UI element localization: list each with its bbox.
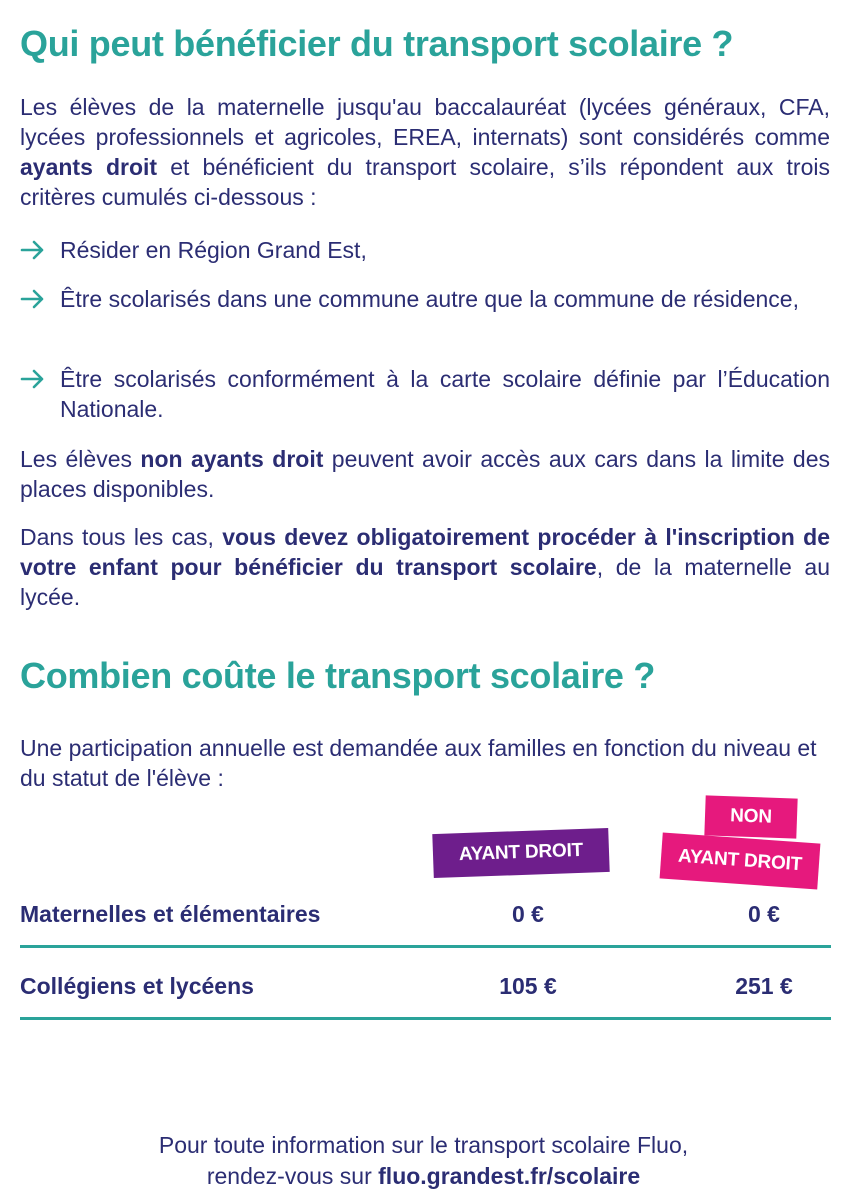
inscription-paragraph: [20, 522, 830, 612]
footer-info: [0, 1130, 847, 1192]
footer-line-1: Pour toute information sur le transport scolaire Fluo,: [158, 1132, 689, 1158]
arrow-right-icon: [20, 284, 46, 314]
arrow-right-icon: [20, 235, 46, 265]
inscription-text-end: , de la maternelle au lycée.: [20, 554, 830, 610]
non-ayants-bold: non ayants droit: [140, 446, 324, 472]
criterion-item: [20, 364, 830, 424]
footer-line-2: [0, 1161, 847, 1192]
criterion-text: Être scolarisés dans une commune autre que la commune de résidence,: [60, 286, 799, 312]
footer-text: rendez-vous sur: [206, 1163, 379, 1189]
intro-text-end: et bénéficient du transport scolaire, s’ils répondent aux trois critères cumulés ci-dessous :: [20, 154, 830, 210]
criterion-text: Être scolarisés conformément à la carte scolaire définie par l’Éducation Nationale.: [60, 366, 830, 422]
badge-non-ayant-droit-top: NON: [704, 795, 797, 838]
footer-link[interactable]: fluo.grandest.fr/scolaire: [378, 1163, 641, 1189]
price-ayant-droit: 0 €: [512, 901, 544, 927]
non-ayants-droit-paragraph: [20, 444, 830, 504]
section-title-eligibility: Qui peut bénéficier du transport scolaire ?: [20, 23, 734, 64]
non-ayants-text-start: Les élèves: [20, 446, 141, 472]
price-ayant-droit: 105 €: [499, 973, 557, 999]
criterion-text: Résider en Région Grand Est,: [60, 237, 367, 263]
price-non-ayant-droit: 0 €: [748, 901, 780, 927]
criterion-item: [20, 284, 830, 314]
arrow-right-icon: [20, 364, 46, 394]
price-row-label: Maternelles et élémentaires: [20, 901, 321, 927]
price-row-label: Collégiens et lycéens: [20, 973, 254, 999]
non-ayants-text-end: peuvent avoir accès aux cars dans la limite des places disponibles.: [20, 446, 830, 502]
criterion-item: [20, 235, 830, 265]
table-divider: [20, 945, 831, 948]
price-row: [20, 896, 831, 932]
price-row: [20, 968, 831, 1004]
inscription-bold: vous devez obligatoirement procéder à l'inscription de votre enfant pour bénéficier du transport scolaire: [20, 524, 831, 580]
participation-paragraph: Une participation annuelle est demandée aux familles en fonction du niveau et du statut de l'élève :: [20, 735, 817, 791]
price-non-ayant-droit: 251 €: [735, 973, 793, 999]
badge-non-ayant-droit-bottom: AYANT DROIT: [660, 833, 821, 890]
inscription-text-start: Dans tous les cas,: [20, 524, 223, 550]
badge-ayant-droit: AYANT DROIT: [432, 828, 609, 878]
section-title-cost: Combien coûte le transport scolaire ?: [20, 655, 656, 696]
intro-bold-ayants-droit: ayants droit: [20, 154, 158, 180]
eligibility-intro: [20, 92, 830, 212]
intro-text-start: Les élèves de la maternelle jusqu'au baccalauréat (lycées généraux, CFA, lycées professionnels et agricoles, EREA, internats) sont considérés comme: [20, 94, 830, 150]
table-divider: [20, 1017, 831, 1020]
